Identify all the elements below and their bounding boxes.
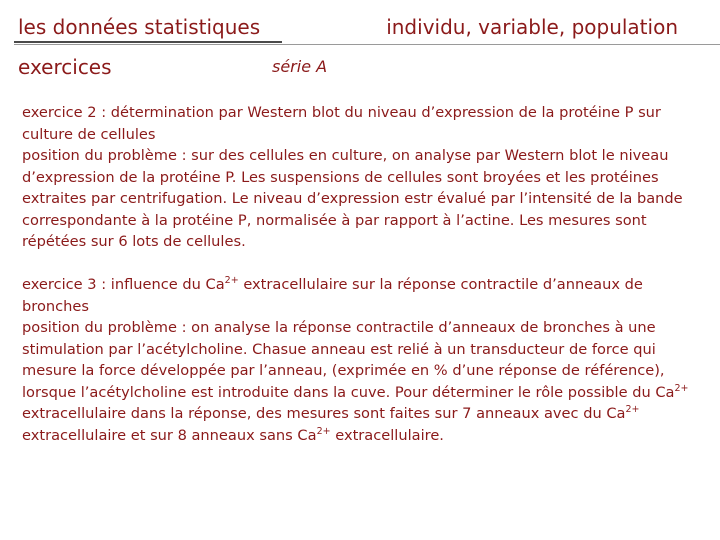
problem-text: extracellulaire. bbox=[330, 426, 444, 444]
title-part: extracellulaire sur la réponse contractile d’anneaux de bronches bbox=[22, 276, 643, 315]
title-underline bbox=[14, 41, 282, 43]
problem-label: position du problème : bbox=[22, 147, 187, 164]
problem-label: position du problème : bbox=[22, 319, 187, 336]
charge-superscript: 2+ bbox=[674, 382, 689, 394]
exercise-3 bbox=[22, 274, 694, 446]
problem-text: on analyse la réponse contractile d’anneaux de bronches à une stimulation par l’acétylcholine. Chasue anneau est relié à un transducteur de force qui mesure la force développée par l’anneau, (exprimée en % d’une réponse de référence), lorsque l’acétylcholine est introduite dans la cuve. Pour déterminer le rôle possible du Ca bbox=[22, 319, 675, 401]
exercise-list bbox=[22, 102, 694, 446]
problem-statement bbox=[22, 145, 694, 253]
chapter-subject: individu, variable, population bbox=[386, 15, 678, 39]
exercise-title bbox=[22, 274, 694, 317]
series-label: série A bbox=[272, 57, 328, 76]
section-label: exercices bbox=[18, 55, 112, 79]
header-divider bbox=[14, 44, 720, 45]
problem-text: extracellulaire dans la réponse, des mesures sont faites sur 7 anneaux avec du Ca bbox=[22, 405, 626, 422]
problem-statement bbox=[22, 317, 694, 446]
charge-superscript: 2+ bbox=[224, 275, 239, 287]
problem-text: sur des cellules en culture, on analyse par Western blot le niveau d’expression de la protéine P. Les suspensions de cellules sont broyées et les protéines extraites par centrifugation. Le niveau d’expression estr évalué par l’intensité de la bande correspondante à la protéine P, normalisée à par rapport à l’actine. Les mesures sont répétées sur 6 lots de cellules. bbox=[22, 147, 683, 250]
charge-superscript: 2+ bbox=[316, 425, 331, 437]
exercise-title: exercice 2 : détermination par Western blot du niveau d’expression de la protéine P sur culture de cellules bbox=[22, 104, 661, 143]
problem-text: extracellulaire et sur 8 anneaux sans Ca bbox=[22, 426, 317, 444]
page-title: les données statistiques bbox=[18, 15, 261, 39]
title-part: exercice 3 : influence du Ca bbox=[22, 276, 225, 293]
exercise-2 bbox=[22, 102, 694, 253]
charge-superscript: 2+ bbox=[625, 404, 640, 416]
